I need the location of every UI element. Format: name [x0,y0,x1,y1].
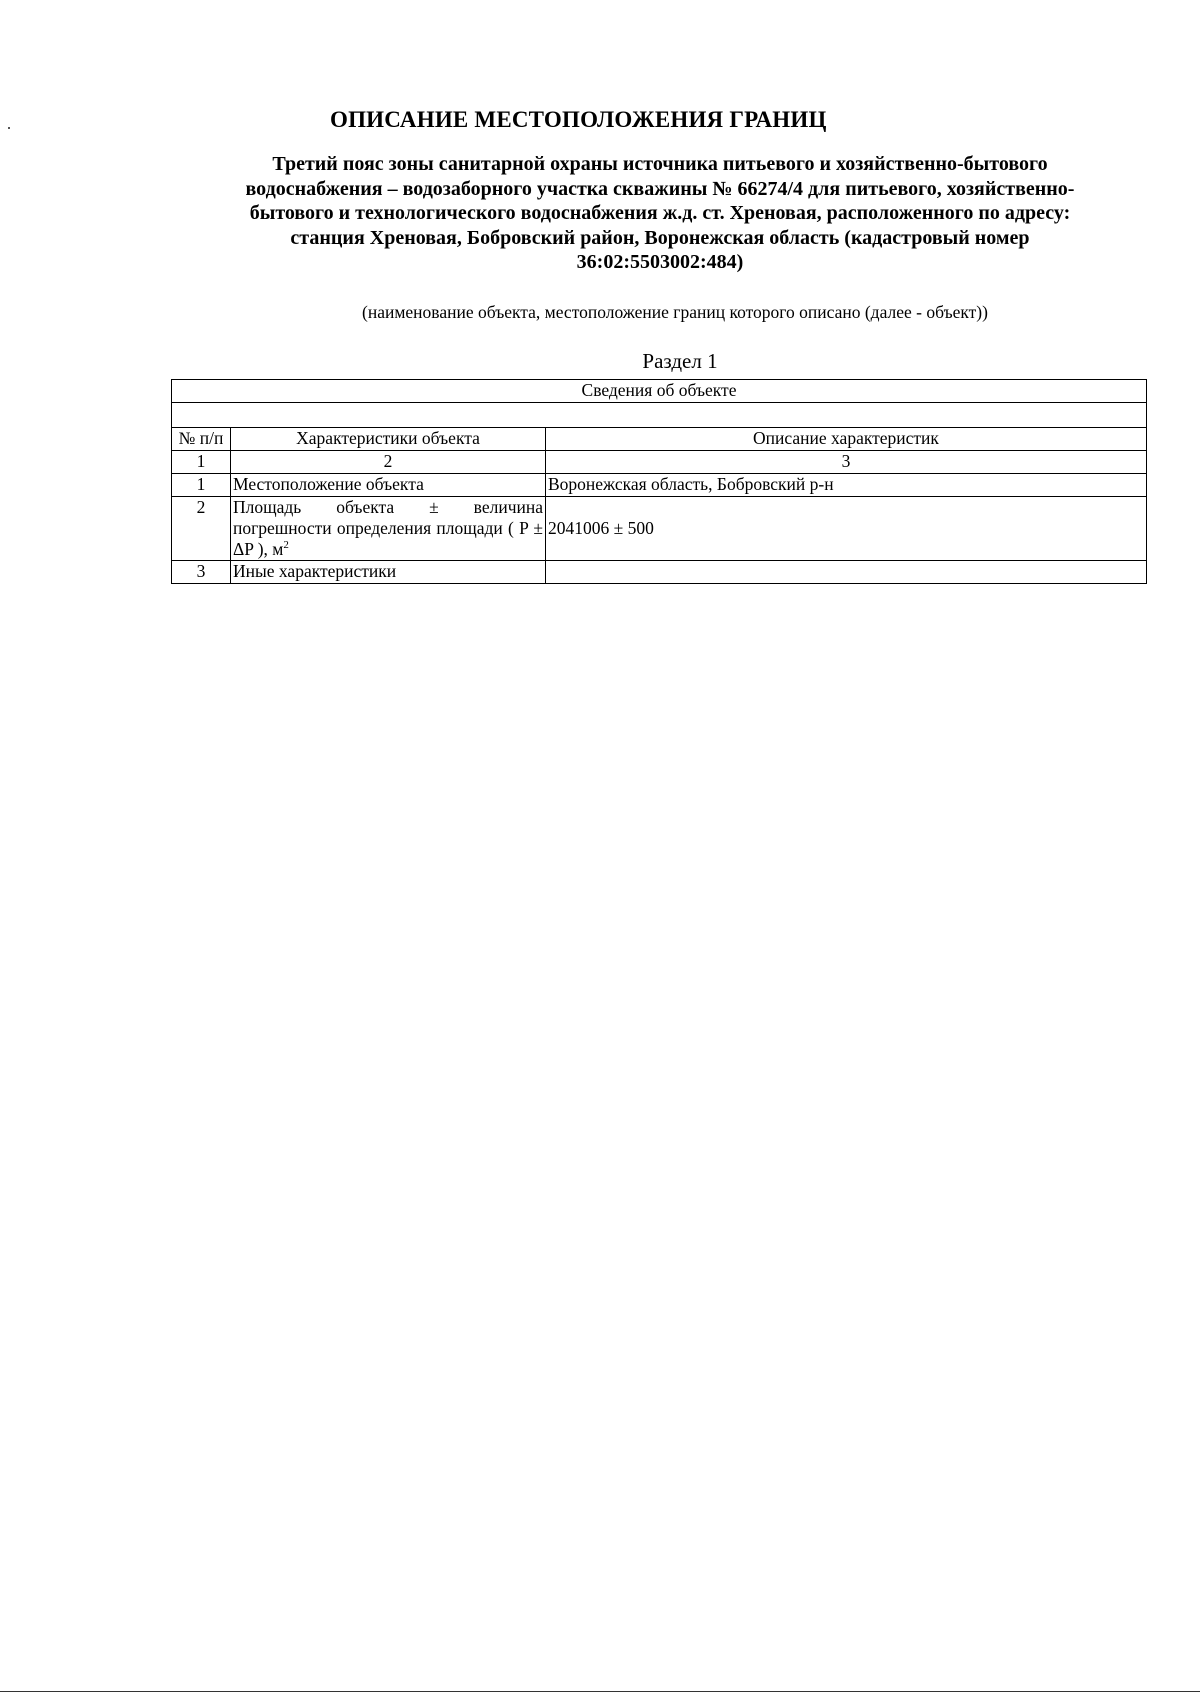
table-caption: Сведения об объекте [172,380,1147,403]
table-header-row [172,428,1147,451]
object-name-line: Третий пояс зоны санитарной охраны источника питьевого и хозяйственно-бытового [272,153,1048,175]
row-characteristic-text: Площадь объекта ± величина погрешности определения площади ( P ± ΔP ), м [233,497,543,559]
row-description: 2041006 ± 500 [546,497,1147,561]
table-caption-row [172,380,1147,403]
unit-superscript: 2 [283,539,289,552]
row-description [546,561,1147,584]
section-label: Раздел 1 [642,349,718,373]
object-name-line: бытового и технологического водоснабжения ж.д. ст. Хреновая, расположенного по адресу: [249,202,1071,224]
table-column-numbers-row [172,451,1147,474]
object-name-line: 36:02:5503002:484) [576,251,744,273]
table-row [172,561,1147,584]
row-characteristic: Местоположение объекта [231,474,546,497]
object-name [180,152,1140,275]
document-title: ОПИСАНИЕ МЕСТОПОЛОЖЕНИЯ ГРАНИЦ [330,107,827,132]
row-number: 2 [172,497,231,561]
scan-bottom-edge [0,1691,1200,1692]
object-name-line: станция Хреновая, Бобровский район, Воронежская область (кадастровый номер [290,226,1030,249]
table-spacer-row [172,403,1147,428]
row-number: 1 [172,474,231,497]
column-number-cell: 3 [546,451,1147,474]
table-row [172,474,1147,497]
scan-speck [8,127,10,129]
row-number: 3 [172,561,231,584]
header-cell-number: № п/п [172,428,231,451]
header-cell-description: Описание характеристик [546,428,1147,451]
row-characteristic: Иные характеристики [231,561,546,584]
column-number-cell: 1 [172,451,231,474]
object-name-line: водоснабжения – водозаборного участка скважины № 66274/4 для питьевого, хозяйственно- [245,177,1075,200]
header-cell-characteristic: Характеристики объекта [231,428,546,451]
row-description: Воронежская область, Бобровский р-н [546,474,1147,497]
row-characteristic [231,497,546,561]
object-name-caption: (наименование объекта, местоположение границ которого описано (далее - объект)) [362,302,988,322]
table-row [172,497,1147,561]
table-spacer-cell [172,403,1147,428]
column-number-cell: 2 [231,451,546,474]
object-info-table [171,379,1147,584]
